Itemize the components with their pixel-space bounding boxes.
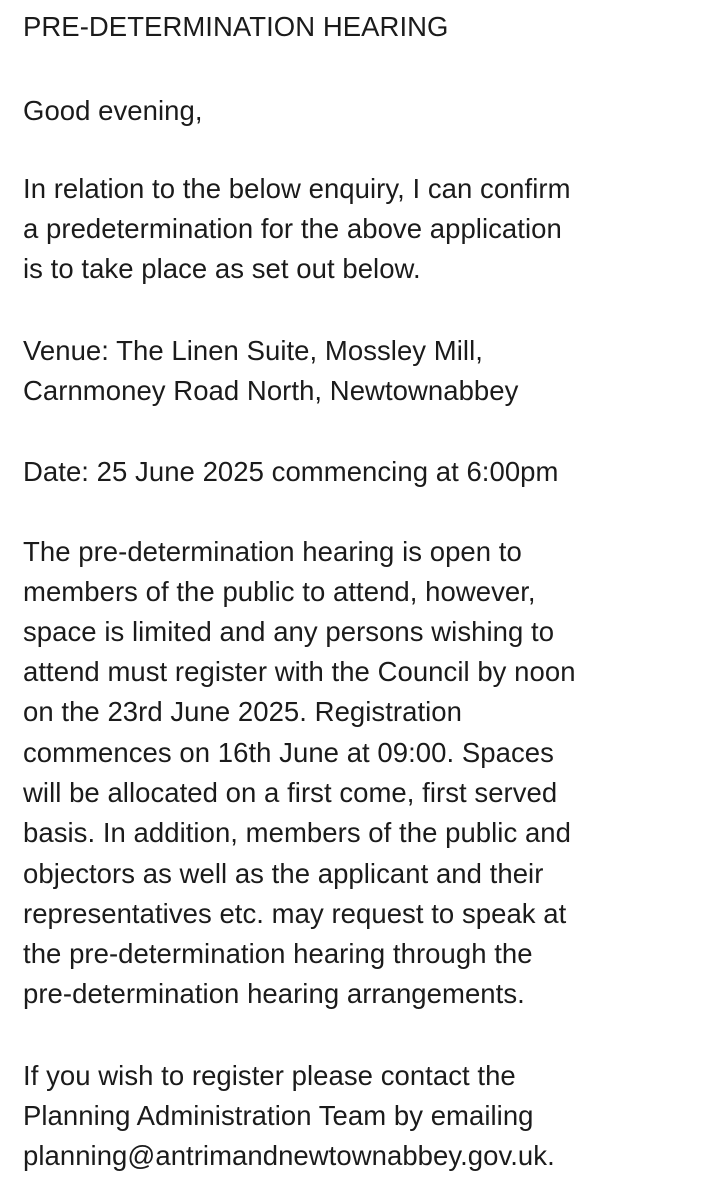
details-line: The pre-determination hearing is open to: [23, 536, 522, 567]
contact-line: Planning Administration Team by emailing: [23, 1100, 534, 1131]
intro-line: is to take place as set out below.: [23, 253, 421, 284]
intro-line: In relation to the below enquiry, I can confirm: [23, 173, 571, 204]
contact-email-link[interactable]: planning@antrimandnewtownabbey.gov.uk.: [23, 1140, 555, 1171]
details-line: basis. In addition, members of the public and: [23, 817, 571, 848]
details-line: on the 23rd June 2025. Registration: [23, 696, 462, 727]
details-line: representatives etc. may request to speak at: [23, 898, 567, 929]
details-line: members of the public to attend, however,: [23, 576, 536, 607]
intro-line: a predetermination for the above application: [23, 213, 562, 244]
details-line: commences on 16th June at 09:00. Spaces: [23, 737, 554, 768]
details-line: will be allocated on a first come, first served: [23, 777, 558, 808]
details-line: the pre-determination hearing through the: [23, 938, 533, 969]
venue-line: Venue: The Linen Suite, Mossley Mill,: [23, 335, 483, 366]
venue-line: Carnmoney Road North, Newtownabbey: [23, 375, 519, 406]
details-line: pre-determination hearing arrangements.: [23, 978, 525, 1009]
greeting: Good evening,: [23, 95, 203, 126]
details-line: objectors as well as the applicant and their: [23, 858, 544, 889]
date-line: Date: 25 June 2025 commencing at 6:00pm: [23, 456, 559, 487]
details-line: space is limited and any persons wishing to: [23, 616, 555, 647]
contact-line: If you wish to register please contact the: [23, 1060, 516, 1091]
details-line: attend must register with the Council by noon: [23, 656, 576, 687]
email-subject: PRE-DETERMINATION HEARING: [23, 11, 449, 42]
